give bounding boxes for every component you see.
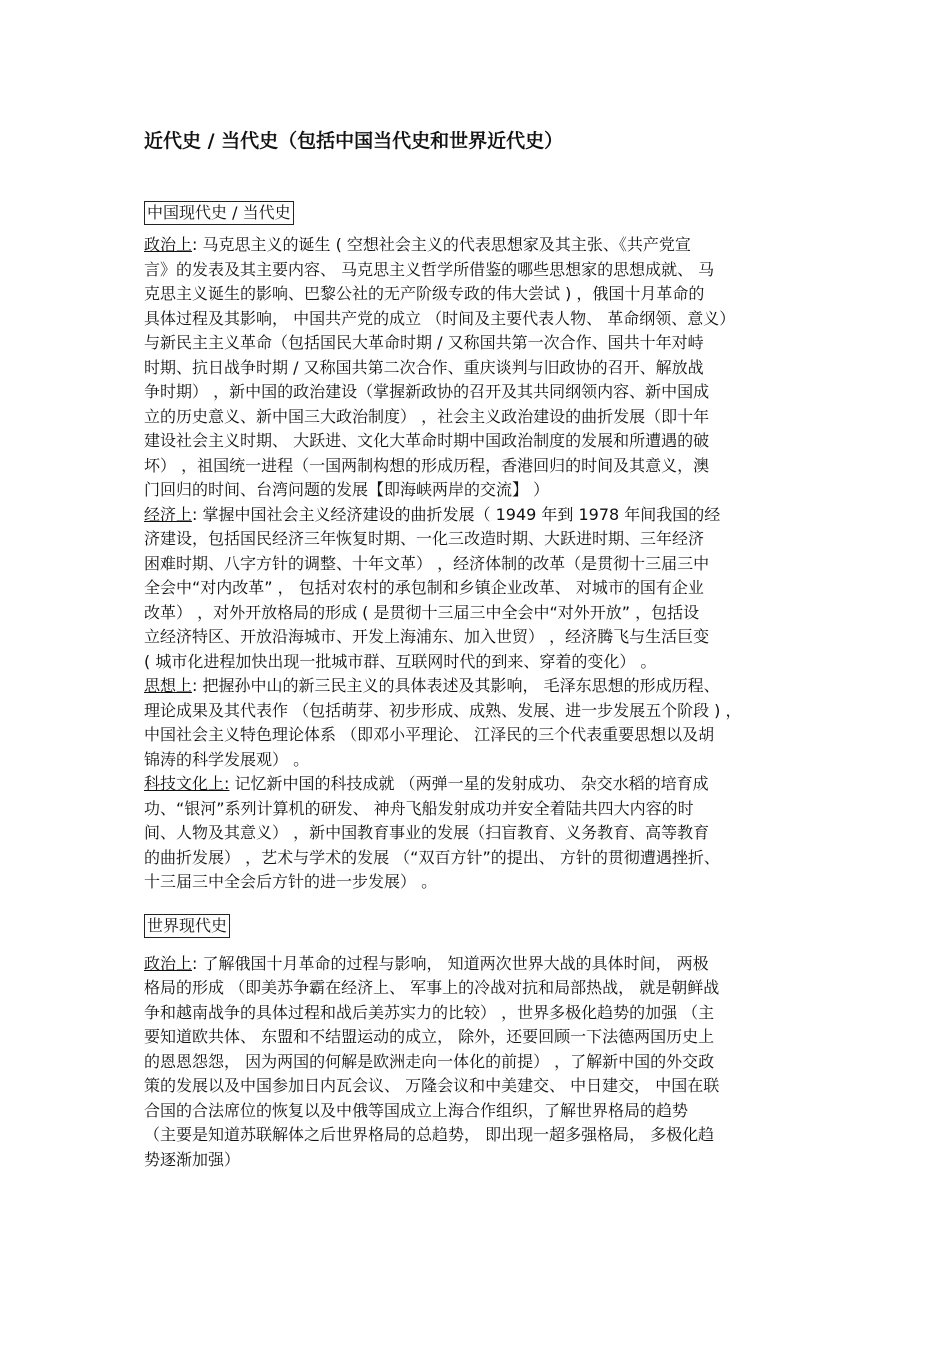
paragraph-line: 中国社会主义特色理论体系 （即邓小平理论、 江泽民的三个代表重要思想以及胡 <box>144 725 715 744</box>
page-title: 近代史 / 当代史（包括中国当代史和世界近代史） <box>144 130 564 152</box>
paragraph-line: 济建设，包括国民经济三年恢复时期、一化三改造时期、大跃进时期、三年经济 <box>144 529 705 548</box>
paragraph-line: 与新民主主义革命（包括国民大革命时期 / 又称国共第一次合作、国共十年对峙 <box>144 333 704 352</box>
paragraph-line: 言》的发表及其主要内容、 马克思主义哲学所借鉴的哪些思想家的思想成就、 马 <box>144 259 715 279</box>
paragraph-label: 政治上 <box>144 953 193 973</box>
paragraph-line: 功、“银河”系列计算机的研发、 神舟飞船发射成功并安全着陆共四大内容的时 <box>144 798 694 818</box>
paragraph-line: 锦涛的科学发展观） 。 <box>144 749 310 769</box>
paragraph-line: （主要是知道苏联解体之后世界格局的总趋势， 即出现一超多强格局， 多极化趋 <box>144 1125 715 1144</box>
paragraph-line: 间、人物及其意义） ，新中国教育事业的发展（扫盲教育、义务教育、高等教育 <box>144 823 710 842</box>
paragraph-line: 建设社会主义时期、 大跃进、文化大革命时期中国政治制度的发展和所遭遇的破 <box>144 431 710 450</box>
paragraph-world-politics <box>144 952 812 1173</box>
paragraph-line: 格局的形成 （即美苏争霸在经济上、 军事上的冷战对抗和局部热战， 就是朝鲜战 <box>144 978 720 997</box>
paragraph-line: 全会中“对内改革” ， 包括对农村的承包制和乡镇企业改革、 对城市的国有企业 <box>144 578 704 597</box>
paragraph-china-politics <box>144 233 812 503</box>
section-heading-china: 中国现代史 / 当代史 <box>144 201 294 225</box>
paragraph-line: 经济上: 掌握中国社会主义经济建设的曲折发展（ 1949 年到 1978 年间我国的经 <box>144 504 721 524</box>
document <box>144 128 812 1172</box>
paragraph-line: 十三届三中全会后方针的进一步发展） 。 <box>144 872 438 891</box>
paragraph-line: 立经济特区、开放沿海城市、开发上海浦东、加入世贸） ，经济腾飞与生活巨变 <box>144 627 710 646</box>
paragraph-line: 改革） ，对外开放格局的形成 ( 是贯彻十三届三中全会中“对外开放” ，包括设 <box>144 602 700 622</box>
paragraph-line: 时期、抗日战争时期 / 又称国共第二次合作、重庆谈判与旧政协的召开、解放战 <box>144 357 704 377</box>
section-heading-world: 世界现代史 <box>144 914 230 938</box>
paragraph-line: 坏） ，祖国统一进程（一国两制构想的形成历程，香港回归的时间及其意义，澳 <box>144 455 710 475</box>
paragraph-line: 克思主义诞生的影响、巴黎公社的无产阶级专政的伟大尝试 ) ，俄国十月革命的 <box>144 284 705 303</box>
paragraph-line: 门回归的时间、台湾问题的发展【即海峡两岸的交流】 ） <box>144 480 550 499</box>
paragraph-china-science-culture <box>144 772 812 895</box>
paragraph-line: 思想上: 把握孙中山的新三民主义的具体表述及其影响， 毛泽东思想的形成历程、 <box>144 676 720 695</box>
paragraph-line: 合国的合法席位的恢复以及中俄等国成立上海合作组织，了解世界格局的趋势 <box>144 1100 689 1120</box>
paragraph-line: 困难时期、八字方针的调整、十年文革） ，经济体制的改革（是贯彻十三届三中 <box>144 553 710 573</box>
paragraph-line: 立的历史意义、新中国三大政治制度） ，社会主义政治建设的曲折发展（即十年 <box>144 406 710 426</box>
paragraph-line: 的曲折发展） ，艺术与学术的发展 （“双百方针”的提出、 方针的贯彻遭遇挫折、 <box>144 847 720 867</box>
paragraph-line: 科技文化上: 记忆新中国的科技成就 （两弹一星的发射成功、 杂交水稻的培育成 <box>144 774 709 793</box>
paragraph-line: 政治上: 马克思主义的诞生 ( 空想社会主义的代表思想家及其主张、《共产党宣 <box>144 235 691 254</box>
paragraph-label: 思想上 <box>144 676 193 695</box>
paragraph-line: ( 城市化进程加快出现一批城市群、互联网时代的到来、穿着的变化） 。 <box>144 651 657 671</box>
paragraph-china-economy <box>144 503 812 675</box>
paragraph-line: 争和越南战争的具体过程和战后美苏实力的比较） ，世界多极化趋势的加强 （主 <box>144 1002 715 1022</box>
paragraph-line: 的恩恩怨怨， 因为两国的何解是欧洲走向一体化的前提） ，了解新中国的外交政 <box>144 1051 715 1071</box>
paragraph-line: 策的发展以及中国参加日内瓦会议、 万隆会议和中美建交、 中日建交， 中国在联 <box>144 1076 720 1095</box>
paragraph-line: 具体过程及其影响， 中国共产党的成立 （时间及主要代表人物、 革命纲领、意义） <box>144 308 736 328</box>
paragraph-label: 政治上 <box>144 235 193 254</box>
paragraph-line: 要知道欧共体、 东盟和不结盟运动的成立， 除外，还要回顾一下法德两国历史上 <box>144 1027 715 1046</box>
paragraph-label: 经济上 <box>144 504 193 524</box>
paragraph-china-thought <box>144 674 812 772</box>
paragraph-line: 争时期） ，新中国的政治建设（掌握新政协的召开及其共同纲领内容、新中国成 <box>144 382 710 401</box>
paragraph-line: 势逐渐加强） <box>144 1149 241 1169</box>
paragraph-label: 科技文化上: <box>144 774 230 793</box>
paragraph-line: 政治上: 了解俄国十月革命的过程与影响， 知道两次世界大战的具体时间， 两极 <box>144 953 709 973</box>
paragraph-line: 理论成果及其代表作 （包括萌芽、初步形成、成熟、发展、进一步发展五个阶段 ) ， <box>144 700 742 720</box>
